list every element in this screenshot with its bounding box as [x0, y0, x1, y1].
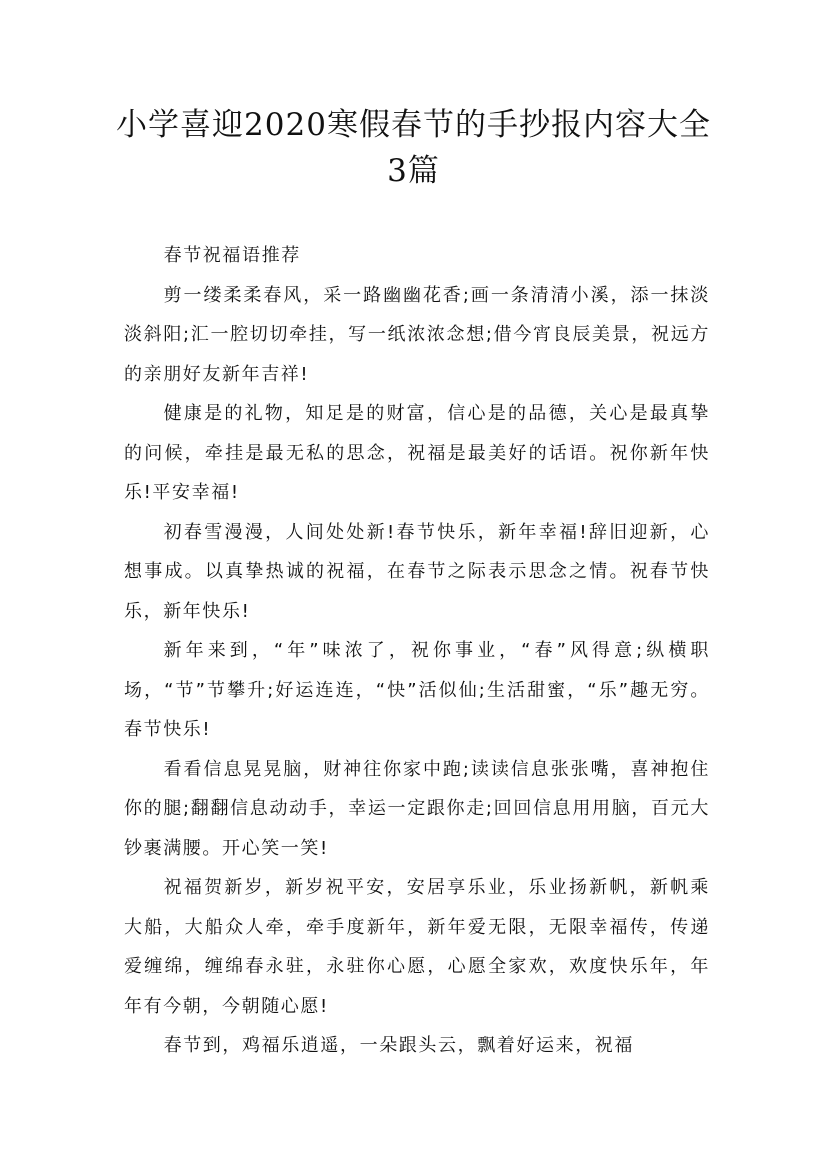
title-line-1: 小学喜迎2020寒假春节的手抄报内容大全	[116, 107, 711, 143]
paragraph: 春节到，鸡福乐逍遥，一朵跟头云，飘着好运来，祝福	[163, 1035, 634, 1056]
paragraph: 剪一缕柔柔春风，采一路幽幽花香;画一条清清小溪，添一抹淡淡斜阳;汇一腔切切牵挂，写一纸浓浓念想;借今宵良辰美景，祝远方的亲朋好友新年吉祥!	[124, 284, 710, 385]
document-body	[124, 236, 710, 1066]
paragraph: 祝福贺新岁，新岁祝平安，安居享乐业，乐业扬新帆，新帆乘大船，大船众人牵，牵手度新年，新年爱无限，无限幸福传，传递爱缠绵，缠绵春永驻，永驻你心愿，心愿全家欢，欢度快乐年，年年有今朝，今朝随心愿!	[124, 877, 710, 1017]
paragraph: 新年来到，“年”味浓了，祝你事业，“春”风得意;纵横职场，“节”节攀升;好运连连，“快”活似仙;生活甜蜜，“乐”趣无穷。春节快乐!	[124, 640, 710, 740]
section-heading: 春节祝福语推荐	[163, 245, 301, 266]
title-line-2: 3篇	[387, 153, 440, 189]
paragraph: 健康是的礼物，知足是的财富，信心是的品德，关心是最真挚的问候，牵挂是最无私的思念，祝福是最美好的话语。祝你新年快乐!平安幸福!	[124, 403, 710, 503]
paragraph: 初春雪漫漫，人间处处新!春节快乐，新年幸福!辞旧迎新，心想事成。以真挚热诚的祝福，在春节之际表示思念之情。祝春节快乐，新年快乐!	[124, 521, 710, 622]
paragraph: 看看信息晃晃脑，财神往你家中跑;读读信息张张嘴，喜神抱住你的腿;翻翻信息动动手，幸运一定跟你走;回回信息用用脑，百元大钞裹满腰。开心笑一笑!	[124, 758, 710, 859]
document-title	[0, 102, 827, 194]
